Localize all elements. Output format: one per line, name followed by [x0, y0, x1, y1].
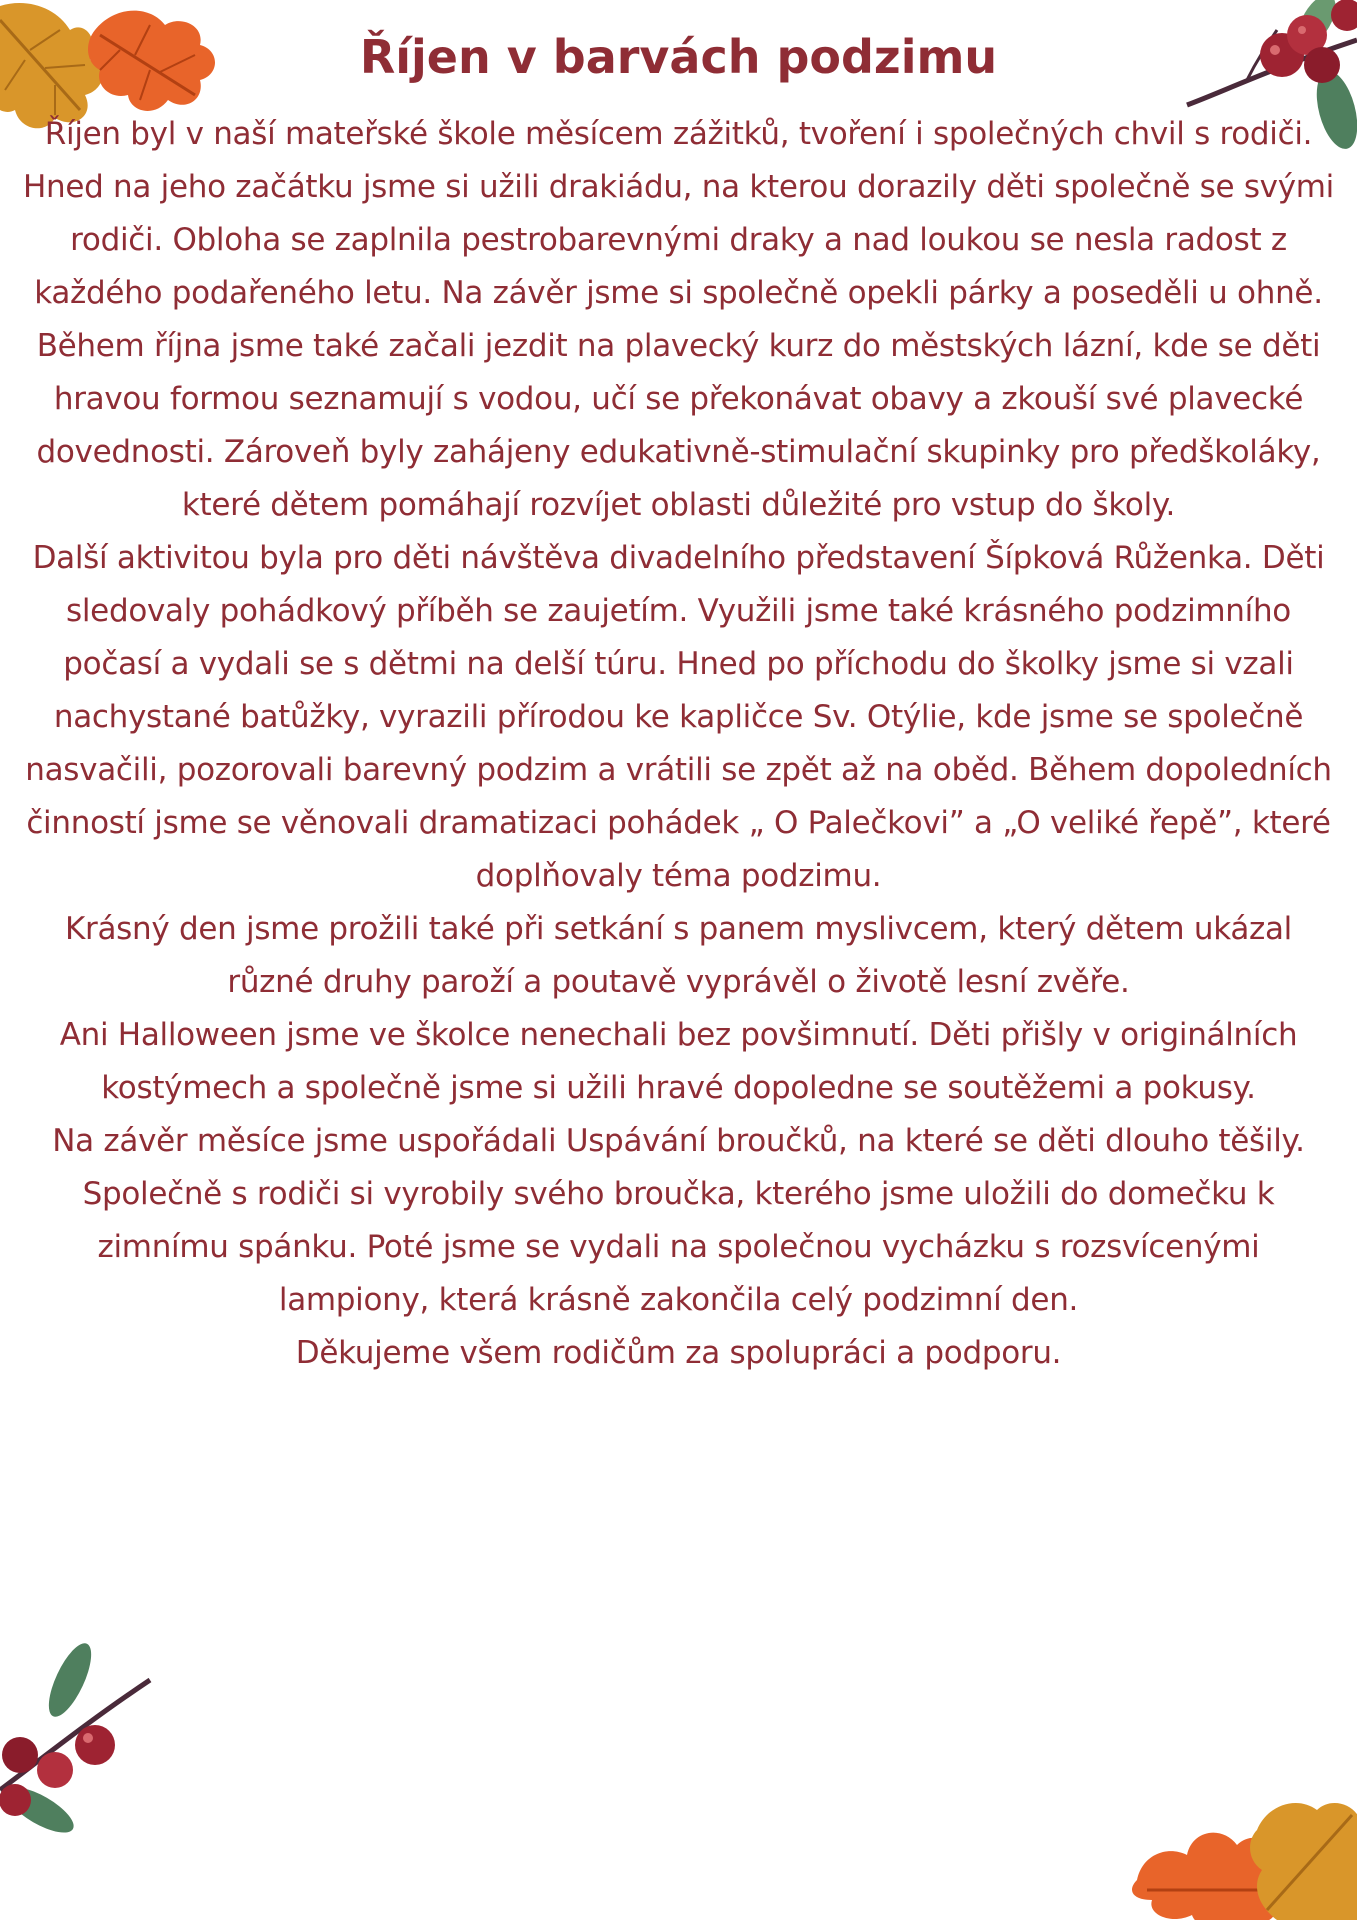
- paragraph-halloween: Ani Halloween jsme ve školce nenechali bez povšimnutí. Děti přišly v originálních kostýmech a společně jsme si užili hravé dopoledne se soutěžemi a pokusy.: [59, 1017, 1298, 1106]
- gold-oak-leaf: [1250, 1803, 1357, 1920]
- berry-branch-icon: [0, 1640, 160, 1850]
- paragraph-activities: Další aktivitou byla pro děti návštěva divadelního představení Šípková Růženka. Děti sledovaly pohádkový příběh se zaujetím. Využili jsme také krásného podzimního počasí a vydali se s dětmi na delší túru. Hned po příchodu do školky jsme si vzali nachystané batůžky, vyrazili přírodou ke kapličce Sv. Otýlie, kde jsme se společně nasvačili, pozorovali barevný podzim a vrátili se zpět až na oběd. Během dopoledních činností jsme se věnovali dramatizaci pohádek „ O Palečkovi” a „O veliké řepě”, které doplňovaly téma podzimu.: [25, 540, 1332, 894]
- paragraph-beetles: Na závěr měsíce jsme uspořádali Uspávání broučků, na které se děti dlouho těšily. Společně s rodiči si vyrobily svého broučka, kterého jsme uložili do domečku k zimnímu spánku. Poté jsme se vydali na společnou vycházku s rozsvícenými lampiony, která krásně zakončila celý podzimní den.: [52, 1123, 1305, 1318]
- page-title: Říjen v barvách podzimu: [359, 30, 998, 84]
- paragraph-intro: Říjen byl v naší mateřské škole měsícem zážitků, tvoření i společných chvil s rodiči. Hned na jeho začátku jsme si užili drakiádu, na kterou dorazily děti společně se svými rodiči. Obloha se zaplnila pestrobarevnými draky a nad loukou se nesla radost z každého podařeného letu. Na závěr jsme si společně opekli párky a poseděli u ohně. Během října jsme také začali jezdit na plavecký kurz do městských lázní, kde se děti hravou formou seznamují s vodou, učí se překonávat obavy a zkouší své plavecké dovednosti. Zároveň byly zahájeny edukativně-stimulační skupinky pro předškoláky, které dětem pomáhají rozvíjet oblasti důležité pro vstup do školy.: [22, 116, 1334, 523]
- article-body: [20, 108, 1337, 1380]
- autumn-leaves-icon: [1127, 1790, 1357, 1920]
- paragraph-hunter: Krásný den jsme prožili také při setkání s panem myslivcem, který dětem ukázal různé druhy paroží a poutavě vyprávěl o životě lesní zvěře.: [64, 911, 1292, 1000]
- paragraph-thanks: Děkujeme všem rodičům za spolupráci a podporu.: [295, 1335, 1062, 1371]
